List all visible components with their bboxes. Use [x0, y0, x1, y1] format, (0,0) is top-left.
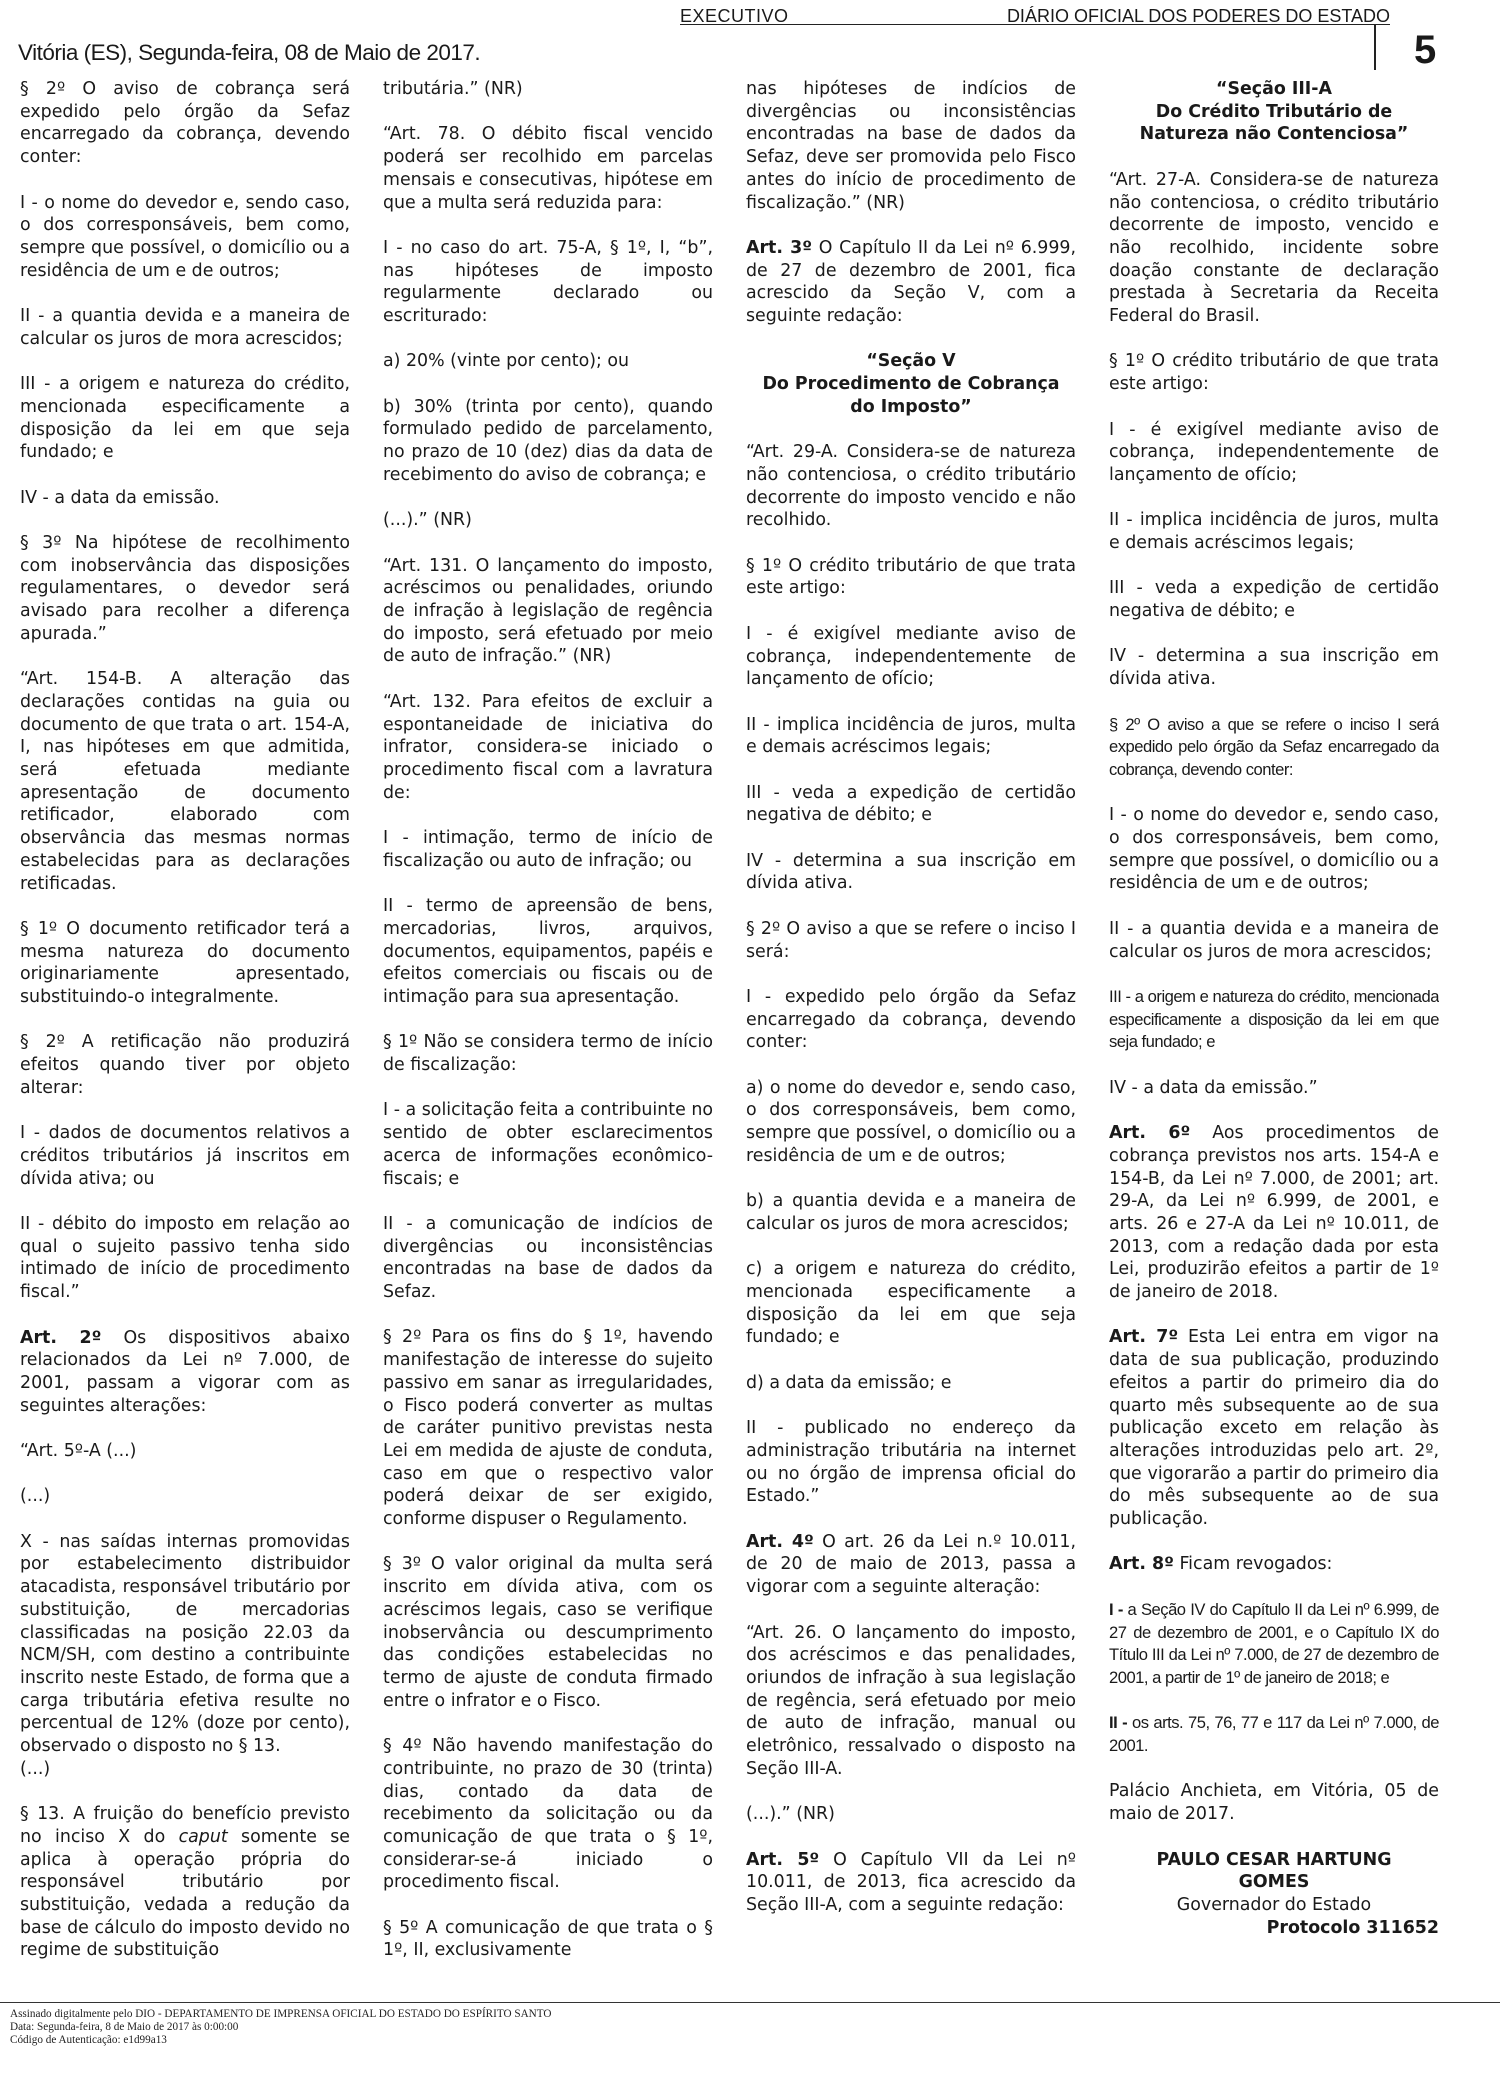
- paragraph: [746, 555, 1076, 600]
- paragraph: [20, 487, 350, 510]
- paragraph-text: “Art. 154-B. A alteração das declarações contidas na guia ou documento de que trata o art. 154-A, I, nas hipóteses em que admitida, será efetuada mediante apresentação de documento retificador, elaborado com observância das mesmas normas estabelecidas para as declarações retificadas.: [20, 669, 350, 894]
- paragraph: [1109, 1780, 1439, 1825]
- paragraph-text: I - é exigível mediante aviso de cobrança, independentemente de lançamento de ofício;: [1109, 419, 1439, 485]
- paragraph: [746, 441, 1076, 532]
- article-number: Art. 6º: [1109, 1123, 1191, 1144]
- paragraph: [746, 1849, 1076, 1917]
- paragraph-text: “Art. 132. Para efeitos de excluir a espontaneidade de iniciativa do infrator, considera-se iniciado o procedimento fiscal com a lavratura de:: [383, 691, 713, 803]
- paragraph-text: § 1º O documento retificador terá a mesma natureza do documento originariamente apresentado, substituindo-o integralmente.: [20, 918, 350, 1008]
- column-2: [383, 78, 713, 1993]
- paragraph: [746, 850, 1076, 895]
- paragraph-text: § 2º O aviso a que se refere o inciso I será expedido pelo órgão da Sefaz encarregado da cobrança, devendo conter:: [1109, 714, 1439, 779]
- italic-term: caput: [178, 1826, 228, 1847]
- paragraph-text: Palácio Anchieta, em Vitória, 05 de maio de 2017.: [1109, 1781, 1439, 1825]
- paragraph-text: c) a origem e natureza do crédito, mencionada especificamente a disposição da lei em que seja fundado; e: [746, 1259, 1076, 1348]
- paragraph-text: III - a origem e natureza do crédito, mencionada especificamente a disposição da lei em que seja fundado; e: [20, 374, 350, 463]
- paragraph-text: Esta Lei entra em vigor na data de sua publicação, produzindo efeitos a partir do primeiro dia do quarto mês subsequente ao de sua publicação exceto em relação às alterações introduzidas pelo art. 2º, que vigorarão a partir do primeiro dia do mês subsequente ao de sua publicação.: [1109, 1327, 1439, 1530]
- section-heading-line: Do Crédito Tributário de: [1155, 101, 1393, 122]
- paragraph-text: § 2º O aviso a que se refere o inciso I será:: [746, 918, 1076, 962]
- paragraph: [746, 918, 1076, 963]
- section-heading-line: “Seção V: [866, 351, 956, 372]
- paragraph: [1109, 1599, 1439, 1690]
- paragraph: [383, 1213, 713, 1304]
- paragraph-text: § 2º O aviso de cobrança será expedido pelo órgão da Sefaz encarregado da cobrança, devendo conter:: [20, 79, 350, 168]
- paragraph: [383, 350, 713, 373]
- paragraph-text: O Capítulo II da Lei nº 6.999, de 27 de dezembro de 2001, fica acrescido da Seção V, com a seguinte redação:: [746, 237, 1076, 327]
- paragraph: [746, 714, 1076, 759]
- paragraph-text: O Capítulo VII da Lei nº 10.011, de 2013, fica acrescido da Seção III-A, com a seguinte redação:: [746, 1849, 1076, 1915]
- header-rule: [680, 24, 1390, 25]
- paragraph: [1109, 645, 1439, 690]
- paragraph-text: II - termo de apreensão de bens, mercadorias, livros, arquivos, documentos, equipamentos, papéis e efeitos comerciais ou fiscais ou de intimação para sua apresentação.: [383, 896, 713, 1007]
- paragraph-text: II - a quantia devida e a maneira de calcular os juros de mora acrescidos;: [20, 306, 350, 349]
- paragraph-text: tributária.” (NR): [383, 79, 523, 99]
- paragraph: [746, 1417, 1076, 1508]
- paragraph: [20, 532, 350, 646]
- section-heading: [746, 350, 1076, 418]
- paragraph: [20, 1122, 350, 1190]
- paragraph: [383, 509, 713, 532]
- paragraph: [383, 78, 713, 101]
- paragraph-text: § 2º Para os fins do § 1º, havendo manifestação de interesse do sujeito passivo em sanar as irregularidades, o Fisco poderá converter as multas de caráter punitivo previstas nesta Lei em medida de ajuste de conduta, caso em que o respectivo valor poderá deixar de ser exigido, conforme dispuser o Regulamento.: [383, 1327, 713, 1530]
- footer-rule: [0, 2002, 1500, 2003]
- paragraph-text: I - intimação, termo de início de fiscalização ou auto de infração; ou: [383, 828, 713, 871]
- paragraph-text: § 3º O valor original da multa será inscrito em dívida ativa, com os acréscimos legais, caso se verifique inobservância ou descumprimento das condições estabelecidas no termo de ajuste de conduta firmado entre o infrator e o Fisco.: [383, 1554, 713, 1711]
- paragraph: [1109, 1326, 1439, 1530]
- paragraph: [1109, 577, 1439, 622]
- paragraph-text: II - a quantia devida e a maneira de calcular os juros de mora acrescidos;: [1109, 918, 1439, 962]
- paragraph-text: II - a comunicação de indícios de divergências ou inconsistências encontradas na base de dados da Sefaz.: [383, 1213, 713, 1303]
- paragraph-text: Aos procedimentos de cobrança previstos nos arts. 154-A e 154-B, da Lei nº 7.000, de 2001; art. 29-A, da Lei nº 6.999, de 2001, e arts. 26 e 27-A da Lei nº 10.011, de 2013, com a redação dada por esta Lei, produzirão efeitos a partir de 1º de janeiro de 2018.: [1109, 1123, 1439, 1303]
- paragraph-text: § 5º A comunicação de que trata o § 1º, II, exclusivamente: [383, 1917, 713, 1961]
- paragraph: [20, 1758, 350, 1781]
- article-number: I -: [1109, 1599, 1123, 1619]
- paragraph: [20, 1531, 350, 1758]
- paragraph-text: a) 20% (vinte por cento); ou: [383, 351, 630, 372]
- paragraph: [20, 373, 350, 464]
- section-heading-line: “Seção III-A: [1216, 79, 1332, 99]
- paragraph: [20, 1485, 350, 1508]
- publication-name: DIÁRIO OFICIAL DOS PODERES DO ESTADO: [1006, 6, 1390, 26]
- page-footer: [0, 2000, 1500, 2083]
- paragraph: [20, 305, 350, 350]
- paragraph: [383, 123, 713, 214]
- paragraph-text: IV - determina a sua inscrição em dívida ativa.: [1109, 646, 1439, 690]
- paragraph: [20, 192, 350, 283]
- paragraph-text: § 4º Não havendo manifestação do contribuinte, no prazo de 30 (trinta) dias, contado da data de recebimento da solicitação ou da comunicação de que trata o § 1º, considerar-se-á iniciado o procedimento fiscal.: [383, 1736, 713, 1893]
- signatory-name-line: PAULO CESAR HARTUNG: [1156, 1849, 1392, 1870]
- paragraph-text: III - a origem e natureza do crédito, mencionada especificamente a disposição da lei em que seja fundado; e: [1109, 986, 1439, 1052]
- paragraph: [746, 782, 1076, 827]
- paragraph: [383, 1326, 713, 1530]
- paragraph: [746, 1531, 1076, 1599]
- paragraph-text: § 1º Não se considera termo de início de fiscalização:: [383, 1032, 713, 1076]
- article-number: Art. 3º: [746, 237, 813, 258]
- paragraph-text: “Art. 131. O lançamento do imposto, acréscimos ou penalidades, oriundo de infração à legislação de regência do imposto, será efetuado por meio de auto de infração.” (NR): [383, 555, 713, 667]
- signature-line: Assinado digitalmente pelo DIO - DEPARTAMENTO DE IMPRENSA OFICIAL DO ESTADO DO ESPÍRITO SANTO: [10, 2008, 552, 2020]
- paragraph: [20, 1031, 350, 1099]
- auth-code-line: Código de Autenticação: e1d99a13: [10, 2034, 167, 2046]
- paragraph: [383, 895, 713, 1009]
- paragraph-text: § 13. A fruição do benefício previsto no inciso X do: [20, 1804, 350, 1847]
- paragraph-text: a) o nome do devedor e, sendo caso, o dos corresponsáveis, bem como, sempre que possível, o domicílio ou a residência de um e de outros;: [746, 1077, 1076, 1166]
- section-label: EXECUTIVO: [680, 6, 789, 26]
- signatory-name-line: GOMES: [1238, 1872, 1310, 1893]
- paragraph: [1109, 986, 1439, 1054]
- paragraph-text: O art. 26 da Lei n.º 10.011, de 20 de maio de 2013, passa a vigorar com a seguinte alteração:: [746, 1531, 1076, 1598]
- paragraph-text: I - no caso do art. 75-A, § 1º, I, “b”, nas hipóteses de imposto regularmente declarado ou escriturado:: [383, 237, 713, 326]
- article-number: Art. 8º: [1109, 1554, 1174, 1575]
- paragraph: [1109, 1712, 1439, 1757]
- paragraph: [1109, 1553, 1439, 1576]
- paragraph-text: I - o nome do devedor e, sendo caso, o dos corresponsáveis, bem como, sempre que possível, o domicílio ou a residência de um e de outros;: [1109, 805, 1439, 894]
- column-1: [20, 78, 350, 1993]
- paragraph-text: (...).” (NR): [746, 1804, 835, 1825]
- paragraph-text: d) a data da emissão; e: [746, 1372, 952, 1393]
- paragraph: [383, 691, 713, 805]
- paragraph-text: I - é exigível mediante aviso de cobrança, independentemente de lançamento de ofício;: [746, 623, 1076, 690]
- paragraph-text: § 2º A retificação não produzirá efeitos quando tiver por objeto alterar:: [20, 1032, 350, 1098]
- paragraph-text: II - implica incidência de juros, multa e demais acréscimos legais;: [746, 714, 1076, 758]
- column-3: [746, 78, 1076, 1993]
- article-body: [20, 78, 1440, 1993]
- paragraph-text: “Art. 78. O débito fiscal vencido poderá ser recolhido em parcelas mensais e consecutivas, hipótese em que a multa será reduzida para:: [383, 124, 713, 213]
- paragraph-text: I - dados de documentos relativos a créditos tributários já inscritos em dívida ativa; ou: [20, 1123, 350, 1189]
- article-number: Art. 4º: [746, 1531, 814, 1552]
- paragraph: [383, 1031, 713, 1076]
- article-number: Art. 7º: [1109, 1327, 1179, 1348]
- paragraph-text: II - implica incidência de juros, multa e demais acréscimos legais;: [1109, 510, 1439, 553]
- page-header: [0, 0, 1500, 70]
- paragraph: [1109, 419, 1439, 487]
- paragraph: [746, 78, 1076, 214]
- paragraph-text: b) a quantia devida e a maneira de calcular os juros de mora acrescidos;: [746, 1191, 1076, 1234]
- paragraph: [746, 1372, 1076, 1395]
- paragraph: [383, 555, 713, 669]
- section-heading-line: do Imposto”: [850, 396, 972, 417]
- section-heading: [1109, 78, 1439, 146]
- paragraph: [746, 1622, 1076, 1781]
- signatory-role: Governador do Estado: [1176, 1894, 1372, 1915]
- paragraph-text: “Art. 5º-A (...): [20, 1441, 137, 1461]
- section-heading-line: Do Procedimento de Cobrança: [762, 374, 1060, 395]
- paragraph-text: (...): [20, 1486, 51, 1507]
- paragraph: [383, 237, 713, 328]
- paragraph-text: III - veda a expedição de certidão negativa de débito; e: [1109, 578, 1439, 622]
- paragraph: [383, 1553, 713, 1712]
- paragraph-text: IV - a data da emissão.: [20, 487, 220, 508]
- paragraph-text: “Art. 29-A. Considera-se de natureza não contenciosa, o crédito tributário decorrente do imposto vencido e não recolhido.: [746, 442, 1076, 531]
- section-heading-line: Natureza não Contenciosa”: [1139, 124, 1409, 145]
- issue-date: Vitória (ES), Segunda-feira, 08 de Maio de 2017.: [18, 40, 481, 65]
- paragraph-text: I - a solicitação feita a contribuinte no sentido de obter esclarecimentos acerca de informações econômico-fiscais; e: [383, 1100, 713, 1189]
- paragraph-text: somente se aplica à operação própria do responsável tributário por substituição, vedada a redução da base de cálculo do imposto devido no regime de substituição: [20, 1826, 350, 1961]
- paragraph-text: b) 30% (trinta por cento), quando formulado pedido de parcelamento, no prazo de 10 (dez) dias da data de recebimento do aviso de cobrança; e: [383, 396, 713, 485]
- paragraph-text: X - nas saídas internas promovidas por estabelecimento distribuidor atacadista, responsável tributário por substituição, de mercadorias classificadas na posição 22.03 da NCM/SH, com destino a contribuinte inscrito neste Estado, de forma que a carga tributária efetiva resulte no percentual de 12% (doze por cento), observado o disposto no § 13.: [20, 1531, 350, 1757]
- paragraph: [383, 1917, 713, 1962]
- paragraph-text: § 1º O crédito tributário de que trata este artigo:: [746, 555, 1076, 599]
- paragraph-text: I - expedido pelo órgão da Sefaz encarregado da cobrança, devendo conter:: [746, 986, 1076, 1053]
- paragraph: [746, 1077, 1076, 1168]
- paragraph: [20, 918, 350, 1009]
- paragraph: [1109, 350, 1439, 395]
- paragraph-text: IV - determina a sua inscrição em dívida ativa.: [746, 850, 1076, 894]
- paragraph-text: a Seção IV do Capítulo II da Lei nº 6.999, de 27 de dezembro de 2001, e o Capítulo IX do Título III da Lei nº 7.000, de 27 de dezembro de 2001, a partir de 1º de janeiro de 2018; e: [1109, 1599, 1439, 1687]
- paragraph-text: os arts. 75, 76, 77 e 117 da Lei nº 7.000, de 2001.: [1109, 1713, 1439, 1756]
- paragraph: [1109, 1077, 1439, 1100]
- paragraph: [746, 1190, 1076, 1235]
- paragraph-text: “Art. 27-A. Considera-se de natureza não contenciosa, o crédito tributário decorrente de imposto, vencido e não recolhido, incidente sobre doação constante de declaração prestada à Secretaria da Receita Federal do Brasil.: [1109, 169, 1439, 327]
- paragraph: [1109, 918, 1439, 963]
- paragraph: [1109, 714, 1439, 782]
- paragraph: [746, 237, 1076, 328]
- paragraph: [20, 1440, 350, 1463]
- article-number: Art. 2º: [20, 1327, 102, 1348]
- paragraph: [20, 1213, 350, 1304]
- paragraph: [746, 623, 1076, 691]
- paragraph-text: II - débito do imposto em relação ao qual o sujeito passivo tenha sido intimado de início de procedimento fiscal.”: [20, 1214, 350, 1303]
- signatory-name: [1109, 1849, 1439, 1894]
- article-number: Art. 5º: [746, 1849, 820, 1870]
- paragraph: [746, 1258, 1076, 1349]
- article-number: II -: [1109, 1713, 1128, 1733]
- paragraph: [383, 1099, 713, 1190]
- paragraph: [383, 1735, 713, 1894]
- paragraph: [20, 668, 350, 895]
- page-number: 5: [1414, 28, 1437, 72]
- paragraph-text: nas hipóteses de indícios de divergências ou inconsistências encontradas na base de dados da Sefaz, deve ser promovida pelo Fisco antes do início de procedimento de fiscalização.” (NR): [746, 79, 1076, 213]
- paragraph: [1109, 1122, 1439, 1304]
- paragraph-text: § 3º Na hipótese de recolhimento com inobservância das disposições regulamentares, o devedor será avisado para recolher a diferença apurada.”: [20, 532, 350, 644]
- paragraph: [746, 1803, 1076, 1826]
- paragraph: [20, 1803, 350, 1962]
- paragraph-text: “Art. 26. O lançamento do imposto, dos acréscimos e das penalidades, oriundos de infração à sua legislação de regência, será efetuado por meio de auto de infração, manual ou eletrônico, ressalvado o disposto na Seção III-A.: [746, 1622, 1076, 1779]
- paragraph: [383, 396, 713, 487]
- paragraph-text: III - veda a expedição de certidão negativa de débito; e: [746, 782, 1076, 826]
- column-4: [1109, 78, 1439, 1993]
- paragraph-text: (...).” (NR): [383, 510, 472, 531]
- paragraph: [746, 986, 1076, 1054]
- paragraph-text: II - publicado no endereço da administração tributária na internet ou no órgão de imprensa oficial do Estado.”: [746, 1418, 1076, 1507]
- protocol-number: Protocolo 311652: [1266, 1917, 1439, 1938]
- paragraph: [383, 827, 713, 872]
- paragraph: [1109, 169, 1439, 328]
- paragraph-text: Ficam revogados:: [1173, 1554, 1333, 1575]
- paragraph-text: I - o nome do devedor e, sendo caso, o dos corresponsáveis, bem como, sempre que possível, o domicílio ou a residência de um e de outros;: [20, 192, 350, 281]
- paragraph-text: (...): [20, 1758, 51, 1779]
- paragraph: [1109, 804, 1439, 895]
- paragraph-text: Os dispositivos abaixo relacionados da Lei nº 7.000, de 2001, passam a vigorar com as seguintes alterações:: [20, 1327, 350, 1416]
- paragraph: [1109, 509, 1439, 554]
- paragraph: [20, 78, 350, 169]
- paragraph-text: IV - a data da emissão.”: [1109, 1077, 1318, 1098]
- paragraph: [20, 1327, 350, 1418]
- date-line: Data: Segunda-feira, 8 de Maio de 2017 às 0:00:00: [10, 2021, 239, 2033]
- authentication-info: [10, 2008, 551, 2047]
- header-divider: [1374, 24, 1376, 70]
- paragraph-text: § 1º O crédito tributário de que trata este artigo:: [1109, 351, 1439, 395]
